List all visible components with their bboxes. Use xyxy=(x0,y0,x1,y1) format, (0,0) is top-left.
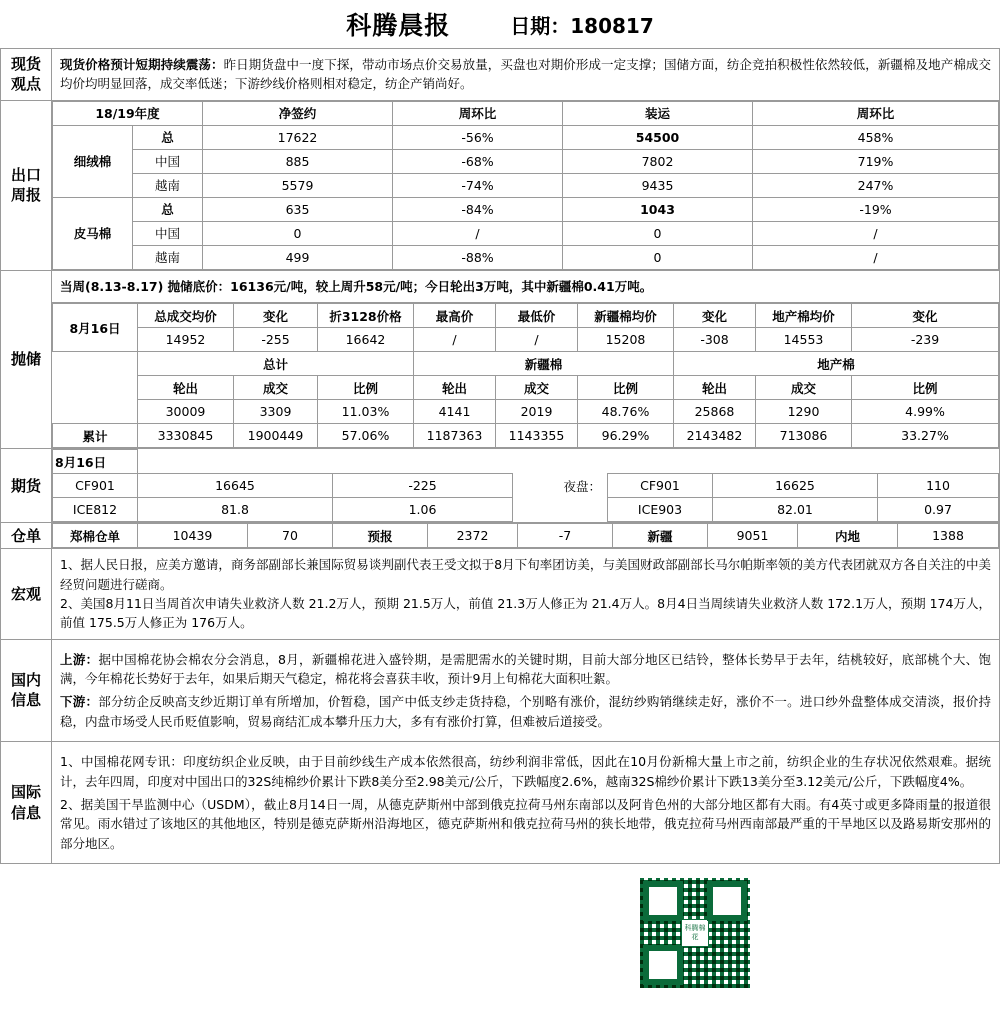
reserve-cum-8: 33.27% xyxy=(852,424,999,448)
report-date xyxy=(510,10,654,39)
warehouse-inland-value: 1388 xyxy=(898,524,999,548)
export-ship: 0 xyxy=(563,245,753,269)
section-warehouse xyxy=(1,523,1000,549)
export-item: 越南 xyxy=(133,245,203,269)
export-wow2: / xyxy=(753,221,999,245)
reserve-cum-0: 3330845 xyxy=(138,424,234,448)
export-net: 635 xyxy=(203,197,393,221)
reserve-v-avg: 14952 xyxy=(138,328,234,352)
warehouse-forecast-value: 2372 xyxy=(428,524,518,548)
export-wow1: -88% xyxy=(393,245,563,269)
report-table xyxy=(0,48,1000,864)
futures-spacer xyxy=(333,450,513,474)
reserve-cum-1: 1900449 xyxy=(234,424,318,448)
reserve-v-chg1: -255 xyxy=(234,328,318,352)
row-label-export: 出口 周报 xyxy=(1,100,52,270)
international-paragraphs xyxy=(52,742,1000,864)
reserve-daily-4: 2019 xyxy=(496,400,578,424)
row-label-spot: 现货 观点 xyxy=(1,49,52,101)
reserve-v-dc-avg: 14553 xyxy=(756,328,852,352)
reserve-sub-header xyxy=(53,376,999,400)
reserve-sub-out: 轮出 xyxy=(674,376,756,400)
export-wow2: -19% xyxy=(753,197,999,221)
export-wow2: 719% xyxy=(753,149,999,173)
reserve-h-chg3: 变化 xyxy=(852,304,999,328)
reserve-sub-deal: 成交 xyxy=(234,376,318,400)
reserve-h-high: 最高价 xyxy=(414,304,496,328)
section-spot xyxy=(1,49,1000,101)
export-ship: 54500 xyxy=(563,125,753,149)
warehouse-xinjiang-value: 9051 xyxy=(708,524,798,548)
export-net: 499 xyxy=(203,245,393,269)
table-row xyxy=(53,149,999,173)
qr-area xyxy=(0,864,1000,998)
export-wow1: -68% xyxy=(393,149,563,173)
futures-spacer xyxy=(878,450,999,474)
reserve-daily-3: 4141 xyxy=(414,400,496,424)
reserve-daily-6: 25868 xyxy=(674,400,756,424)
reserve-cum-3: 1187363 xyxy=(414,424,496,448)
reserve-h-chg1: 变化 xyxy=(234,304,318,328)
spot-text: 昨日期货盘中一度下探，带动市场点价交易放量，买盘也对期价形成一定支撑；国储方面，纺企竞拍积极性依然较低，新疆棉及地产棉成交均价均明显回落，成交率低迷；下游纱线价格则相对稳定，纺企产销尚好。 xyxy=(60,57,991,92)
reserve-sec-xj: 新疆棉 xyxy=(414,352,674,376)
futures-night-chg: 110 xyxy=(878,474,999,498)
report-header xyxy=(0,0,1000,48)
futures-spacer xyxy=(608,450,713,474)
warehouse-grid xyxy=(52,523,999,548)
futures-spacer xyxy=(513,498,608,522)
reserve-spacer xyxy=(53,376,138,400)
reserve-cum-4: 1143355 xyxy=(496,424,578,448)
qr-finder-bottom-left xyxy=(643,945,683,985)
reserve-sub-ratio: 比例 xyxy=(852,376,999,400)
futures-night-name: CF901 xyxy=(608,474,713,498)
reserve-h-xj-avg: 新疆棉均价 xyxy=(578,304,674,328)
table-row xyxy=(53,524,999,548)
domestic-lead-upstream: 上游： xyxy=(60,651,99,667)
export-header-ship: 装运 xyxy=(563,101,753,125)
reserve-section-header xyxy=(53,352,999,376)
export-net: 17622 xyxy=(203,125,393,149)
reserve-sub-out: 轮出 xyxy=(138,376,234,400)
export-net: 885 xyxy=(203,149,393,173)
reserve-h-chg2: 变化 xyxy=(674,304,756,328)
export-item: 总 xyxy=(133,197,203,221)
export-grid xyxy=(52,101,999,270)
reserve-daily-1: 3309 xyxy=(234,400,318,424)
reserve-v-chg2: -308 xyxy=(674,328,756,352)
row-label-reserve: 抛储 xyxy=(1,270,52,448)
export-ship: 7802 xyxy=(563,149,753,173)
table-row xyxy=(53,125,999,149)
reserve-sub-ratio: 比例 xyxy=(318,376,414,400)
row-label-domestic: 国内 信息 xyxy=(1,639,52,742)
spot-lead: 现货价格预计短期持续震荡： xyxy=(60,57,224,72)
reserve-h-low: 最低价 xyxy=(496,304,578,328)
reserve-h-avg: 总成交均价 xyxy=(138,304,234,328)
reserve-spacer xyxy=(53,400,138,424)
reserve-cum-6: 2143482 xyxy=(674,424,756,448)
export-wow1: / xyxy=(393,221,563,245)
export-item: 总 xyxy=(133,125,203,149)
macro-item: 1、据人民日报，应美方邀请，商务部副部长兼国际贸易谈判副代表王受文拟于8月下旬率团访美，与美国财政部副部长马尔帕斯率领的美方代表团就双方各自关注的中美经贸问题进行磋商。 xyxy=(60,557,991,592)
export-header-wow1: 周环比 xyxy=(393,101,563,125)
futures-chg: 1.06 xyxy=(333,498,513,522)
export-header-wow2: 周环比 xyxy=(753,101,999,125)
reserve-date: 8月16日 xyxy=(53,304,138,352)
reserve-sub-deal: 成交 xyxy=(756,376,852,400)
reserve-h-3128: 折3128价格 xyxy=(318,304,414,328)
futures-night-name: ICE903 xyxy=(608,498,713,522)
section-domestic xyxy=(1,639,1000,742)
reserve-sec-dc: 地产棉 xyxy=(674,352,999,376)
warehouse-zz-label: 郑棉仓单 xyxy=(53,524,138,548)
domestic-item-upstream xyxy=(60,650,991,689)
export-item: 中国 xyxy=(133,221,203,245)
reserve-cumulative-label: 累计 xyxy=(53,424,138,448)
row-label-macro: 宏观 xyxy=(1,549,52,640)
futures-table-cell xyxy=(52,449,1000,523)
table-row xyxy=(53,221,999,245)
domestic-text-downstream: 部分纺企反映高支纱近期订单有所增加，价暂稳，国产中低支纱走货持稳，个别略有涨价，混纺纱购销继续走好，涨价不一。进口纱外盘整体成交清淡，报价持稳，内盘市场受人民币贬值影响，贸易商结汇成本攀升压力大，多有有涨价打算，但难被后道接受。 xyxy=(60,694,991,729)
macro-item: 2、美国8月11日当周首次申请失业救济人数 21.2万人，预期 21.5万人，前值 21.3万人修正为 21.4万人。8月4日当周续请失业救济人数 172.1万人，预期 174万人，前值 175.5万人修正为 176万人。 xyxy=(60,595,991,631)
reserve-cum-7: 713086 xyxy=(756,424,852,448)
export-header-net: 净签约 xyxy=(203,101,393,125)
export-ship: 1043 xyxy=(563,197,753,221)
warehouse-inland-label: 内地 xyxy=(798,524,898,548)
futures-spacer xyxy=(713,450,878,474)
futures-chg: -225 xyxy=(333,474,513,498)
reserve-notice xyxy=(52,270,1000,302)
reserve-v-low: / xyxy=(496,328,578,352)
reserve-v-high: / xyxy=(414,328,496,352)
futures-price: 81.8 xyxy=(138,498,333,522)
reserve-cum-2: 57.06% xyxy=(318,424,414,448)
domestic-lead-downstream: 下游： xyxy=(60,694,99,710)
export-wow1: -74% xyxy=(393,173,563,197)
futures-spacer xyxy=(513,450,608,474)
international-item: 1、中国棉花网专讯：印度纺织企业反映，由于目前纱线生产成本依然很高，纺纱利润非常低，因此在10月份新棉大量上市之前，纺织企业的生存状况依然艰难。据统计，去年四周，印度对中国出口的32S纯棉纱价累计下跌8美分至2.98美元/公斤，下跌幅度2.6%，越南32S棉纱价累计下跌13美分至3.12美元/公斤，下跌幅度4%。 xyxy=(60,754,991,789)
futures-night-label: 夜盘： xyxy=(563,478,601,494)
futures-name: ICE812 xyxy=(53,498,138,522)
futures-date: 8月16日 xyxy=(53,450,138,474)
futures-spacer xyxy=(138,450,333,474)
reserve-price-values xyxy=(53,328,999,352)
reserve-v-xj-avg: 15208 xyxy=(578,328,674,352)
table-row xyxy=(53,424,999,448)
reserve-spacer xyxy=(53,352,138,376)
futures-date-row xyxy=(53,450,999,474)
domestic-item-downstream xyxy=(60,692,991,731)
reserve-h-dc-avg: 地产棉均价 xyxy=(756,304,852,328)
export-wow2: 458% xyxy=(753,125,999,149)
macro-paragraphs xyxy=(52,549,1000,640)
row-label-international: 国际 信息 xyxy=(1,742,52,864)
export-header-year: 18/19年度 xyxy=(53,101,203,125)
date-label: 日期： xyxy=(510,13,571,38)
reserve-sub-ratio: 比例 xyxy=(578,376,674,400)
spot-paragraph xyxy=(52,49,1000,101)
export-item: 越南 xyxy=(133,173,203,197)
reserve-v-3128: 16642 xyxy=(318,328,414,352)
export-group-fine: 细绒棉 xyxy=(53,125,133,197)
reserve-price-grid xyxy=(52,303,999,448)
export-header-row xyxy=(53,101,999,125)
international-item: 2、据美国干旱监测中心（USDM），截止8月14日一周，从德克萨斯州中部到俄克拉荷马州东南部以及阿肯色州的大部分地区都有大雨。有4英寸或更多降雨量的报道很常见。雨水错过了该地区的其他地区，特别是德克萨斯州沿海地区，德克萨斯州和俄克拉荷马州的狭长地带，俄克拉荷马州西南部最严重的干旱地区以及路易斯安那州的部分地区。 xyxy=(60,796,991,851)
export-group-pima: 皮马棉 xyxy=(53,197,133,269)
export-table-cell xyxy=(52,100,1000,270)
futures-night-chg: 0.97 xyxy=(878,498,999,522)
section-futures xyxy=(1,449,1000,523)
export-wow1: -84% xyxy=(393,197,563,221)
reserve-notice-text: 当周(8.13-8.17) 抛储底价：16136元/吨，较上周升58元/吨；今日轮出3万吨，其中新疆棉0.41万吨。 xyxy=(60,278,653,294)
reserve-daily-7: 1290 xyxy=(756,400,852,424)
export-item: 中国 xyxy=(133,149,203,173)
futures-price: 16645 xyxy=(138,474,333,498)
section-reserve-tables xyxy=(1,303,1000,449)
warehouse-forecast-chg: -7 xyxy=(518,524,613,548)
row-label-futures: 期货 xyxy=(1,449,52,523)
section-macro xyxy=(1,549,1000,640)
futures-night-price: 82.01 xyxy=(713,498,878,522)
export-ship: 0 xyxy=(563,221,753,245)
reserve-table-cell xyxy=(52,303,1000,449)
export-wow1: -56% xyxy=(393,125,563,149)
section-international xyxy=(1,742,1000,864)
reserve-daily-0: 30009 xyxy=(138,400,234,424)
section-export xyxy=(1,100,1000,270)
qr-code[interactable] xyxy=(640,878,750,988)
page-title: 科腾晨报 xyxy=(346,11,451,40)
warehouse-table-cell xyxy=(52,523,1000,549)
row-label-warehouse: 仓单 xyxy=(1,523,52,549)
table-row xyxy=(53,498,999,522)
reserve-v-chg3: -239 xyxy=(852,328,999,352)
export-net: 0 xyxy=(203,221,393,245)
reserve-sub-deal: 成交 xyxy=(496,376,578,400)
reserve-daily-2: 11.03% xyxy=(318,400,414,424)
table-row xyxy=(53,197,999,221)
export-ship: 9435 xyxy=(563,173,753,197)
futures-night-price: 16625 xyxy=(713,474,878,498)
export-wow2: / xyxy=(753,245,999,269)
reserve-daily-8: 4.99% xyxy=(852,400,999,424)
date-value: 180817 xyxy=(570,13,654,38)
warehouse-zz-chg: 70 xyxy=(248,524,333,548)
warehouse-xinjiang-label: 新疆 xyxy=(613,524,708,548)
table-row xyxy=(53,173,999,197)
warehouse-zz-value: 10439 xyxy=(138,524,248,548)
reserve-cum-5: 96.29% xyxy=(578,424,674,448)
export-net: 5579 xyxy=(203,173,393,197)
table-row xyxy=(53,400,999,424)
section-reserve-notice xyxy=(1,270,1000,302)
export-wow2: 247% xyxy=(753,173,999,197)
futures-grid xyxy=(52,449,999,522)
table-row xyxy=(53,474,999,498)
reserve-sub-out: 轮出 xyxy=(414,376,496,400)
reserve-sec-total: 总计 xyxy=(138,352,414,376)
warehouse-forecast-label: 预报 xyxy=(333,524,428,548)
reserve-daily-5: 48.76% xyxy=(578,400,674,424)
domestic-paragraphs xyxy=(52,639,1000,742)
qr-center-logo: 科腾棉花 xyxy=(681,919,709,947)
table-row xyxy=(53,245,999,269)
domestic-text-upstream: 据中国棉花协会棉农分会消息，8月，新疆棉花进入盛铃期，是需肥需水的关键时期，目前大部分地区已结铃，整体长势早于去年，结桃较好，底部桃个大、饱满，今年棉花长势好于去年，如果后期天气稳定，棉花将会喜获丰收，预计9月上旬棉花大面积吐絮。 xyxy=(60,651,991,686)
futures-name: CF901 xyxy=(53,474,138,498)
reserve-price-header xyxy=(53,304,999,328)
